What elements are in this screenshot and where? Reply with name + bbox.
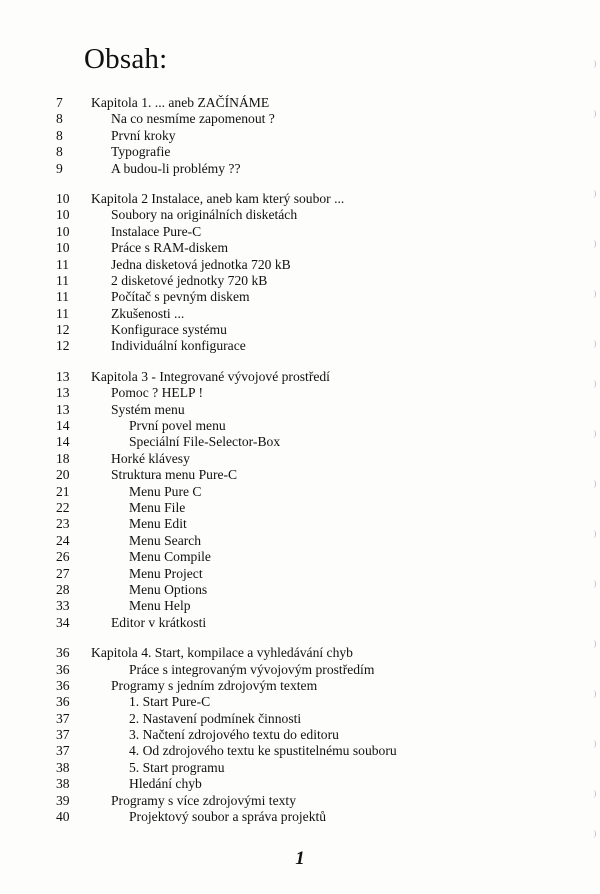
toc-page-number: 24 [56,532,70,548]
toc-entry [0,694,600,710]
toc-entry-text: Kapitola 2 Instalace, aneb kam který soubor ... [91,190,345,206]
toc-entry-text: Struktura menu Pure-C [111,467,238,483]
toc-entry [0,743,600,759]
toc-entry-text: Instalace Pure-C [111,223,202,239]
toc-entry [0,662,600,678]
toc-entry [0,615,600,631]
toc-page-number: 20 [56,467,70,483]
toc-page-number: 14 [56,418,70,434]
toc-page-number: 13 [56,368,70,384]
toc-entry-text: První kroky [111,127,176,143]
toc-section [0,95,600,177]
toc-page-number: 14 [56,434,70,450]
toc-section [0,645,600,825]
toc-entry-text: Projektový soubor a správa projektů [129,809,327,825]
toc-page-number: 28 [56,581,70,597]
toc-page-number: 38 [56,776,70,792]
page-number: 1 [295,848,305,869]
toc-entry-text: Kapitola 3 - Integrované vývojové prostředí [91,368,330,384]
toc-page-number: 18 [56,450,70,466]
toc-entry [0,418,600,434]
toc-page-number: 26 [56,549,70,565]
toc-entry-text: Menu Edit [129,516,187,532]
toc-entry [0,598,600,614]
toc-page-number: 11 [56,272,70,288]
toc-entry [0,322,600,338]
toc-entry [0,566,600,582]
edge-mark [593,60,596,68]
toc-page-number: 39 [56,792,70,808]
toc-page-number: 36 [56,694,70,710]
toc-entry-text: Práce s integrovaným vývojovým prostředím [129,661,375,677]
toc-page-number: 37 [56,710,70,726]
toc-entry-text: Speciální File-Selector-Box [129,434,281,450]
toc-page-number: 23 [56,516,70,532]
toc-page-number: 10 [56,240,70,256]
toc-chapter-entry [0,95,600,111]
toc-entry-text: 2. Nastavení podmínek činnosti [129,710,302,726]
toc-entry-text: Zkušenosti ... [111,305,185,321]
toc-entry-text: Menu Pure C [129,483,202,499]
toc-entry-text: 1. Start Pure-C [129,694,211,710]
toc-entry [0,582,600,598]
toc-page-number: 38 [56,759,70,775]
toc-entry-text: Pomoc ? HELP ! [111,385,203,401]
toc-entry [0,516,600,532]
toc-entry-text: Editor v krátkosti [111,614,207,630]
toc-entry-text: Programy s jedním zdrojovým textem [111,677,318,693]
page-title: Obsah: [84,43,168,75]
toc-page-number: 11 [56,256,70,272]
toc-entry-text: Na co nesmíme zapomenout ? [111,111,275,127]
toc-entry-text: Menu Project [129,565,203,581]
toc-entry [0,240,600,256]
toc-page-number: 10 [56,190,70,206]
toc-page-number: 8 [56,111,63,127]
toc-entry-text: Menu File [129,499,186,515]
toc-page-number: 27 [56,565,70,581]
toc-page-number: 10 [56,207,70,223]
toc-entry [0,776,600,792]
toc-entry-text: Menu Help [129,598,191,614]
toc-entry [0,549,600,565]
toc-entry [0,484,600,500]
toc-entry-text: Jedna disketová jednotka 720 kB [111,256,291,272]
toc-entry [0,533,600,549]
toc-entry-text: Menu Options [129,581,208,597]
toc-section [0,191,600,355]
toc-page-number: 13 [56,401,70,417]
toc-entry [0,161,600,177]
toc-entry [0,451,600,467]
toc-page-number: 40 [56,809,70,825]
toc-entry-text: 5. Start programu [129,759,225,775]
toc-entry [0,111,600,127]
toc-entry-text: Soubory na originálních disketách [111,207,298,223]
toc-entry [0,809,600,825]
toc-entry-text: Programy s více zdrojovými texty [111,792,296,808]
toc-entry-text: 4. Od zdrojového textu ke spustitelnému souboru [129,743,397,759]
toc-entry-text: A budou-li problémy ?? [111,160,241,176]
toc-page-number: 36 [56,645,70,661]
toc-entry-text: První povel menu [129,418,226,434]
toc-entry [0,385,600,401]
toc-entry [0,678,600,694]
toc-page-number: 8 [56,144,63,160]
toc-entry-text: Práce s RAM-diskem [111,240,229,256]
toc-page-number: 37 [56,727,70,743]
toc-entry [0,467,600,483]
toc-entry-text: Počítač s pevným diskem [111,289,250,305]
toc-page-number: 11 [56,289,70,305]
toc-entry-text: Kapitola 4. Start, kompilace a vyhledávání chyb [91,645,353,661]
toc-entry [0,793,600,809]
toc-entry [0,402,600,418]
toc-entry-text: Konfigurace systému [111,322,227,338]
toc-page-number: 12 [56,322,70,338]
toc-page-number: 9 [56,160,63,176]
toc-entry-text: Horké klávesy [111,450,190,466]
toc-entry-text: Menu Search [129,532,202,548]
toc-page-number: 10 [56,223,70,239]
toc-entry [0,711,600,727]
toc-entry [0,338,600,354]
toc-entry [0,257,600,273]
toc-entry [0,760,600,776]
toc-entry [0,306,600,322]
toc-entry-text: Kapitola 1. ... aneb ZAČÍNÁME [91,95,270,110]
edge-mark [593,830,596,838]
toc-page-number: 22 [56,499,70,515]
toc-chapter-entry [0,645,600,661]
toc-entry [0,500,600,516]
table-of-contents [0,95,600,825]
toc-entry-text: Typografie [111,144,171,160]
toc-entry [0,289,600,305]
toc-chapter-entry [0,191,600,207]
toc-entry [0,727,600,743]
toc-page-number: 12 [56,338,70,354]
toc-entry-text: Hledání chyb [129,776,202,792]
toc-entry-text: 2 disketové jednotky 720 kB [111,272,268,288]
toc-page-number: 11 [56,305,70,321]
toc-entry [0,144,600,160]
toc-entry [0,273,600,289]
toc-entry [0,224,600,240]
toc-page-number: 33 [56,598,70,614]
toc-page-number: 36 [56,677,70,693]
toc-page-number: 8 [56,127,63,143]
toc-entry [0,207,600,223]
toc-entry-text: 3. Načtení zdrojového textu do editoru [129,727,339,743]
toc-page-number: 7 [56,95,63,110]
toc-entry-text: Systém menu [111,401,185,417]
toc-page-number: 36 [56,661,70,677]
toc-chapter-entry [0,369,600,385]
toc-entry-text: Menu Compile [129,549,211,565]
toc-page-number: 21 [56,483,70,499]
toc-entry-text: Individuální konfigurace [111,338,246,354]
toc-page-number: 34 [56,614,70,630]
toc-page-number: 37 [56,743,70,759]
toc-page-number: 13 [56,385,70,401]
toc-section [0,369,600,631]
toc-entry [0,434,600,450]
toc-entry [0,128,600,144]
